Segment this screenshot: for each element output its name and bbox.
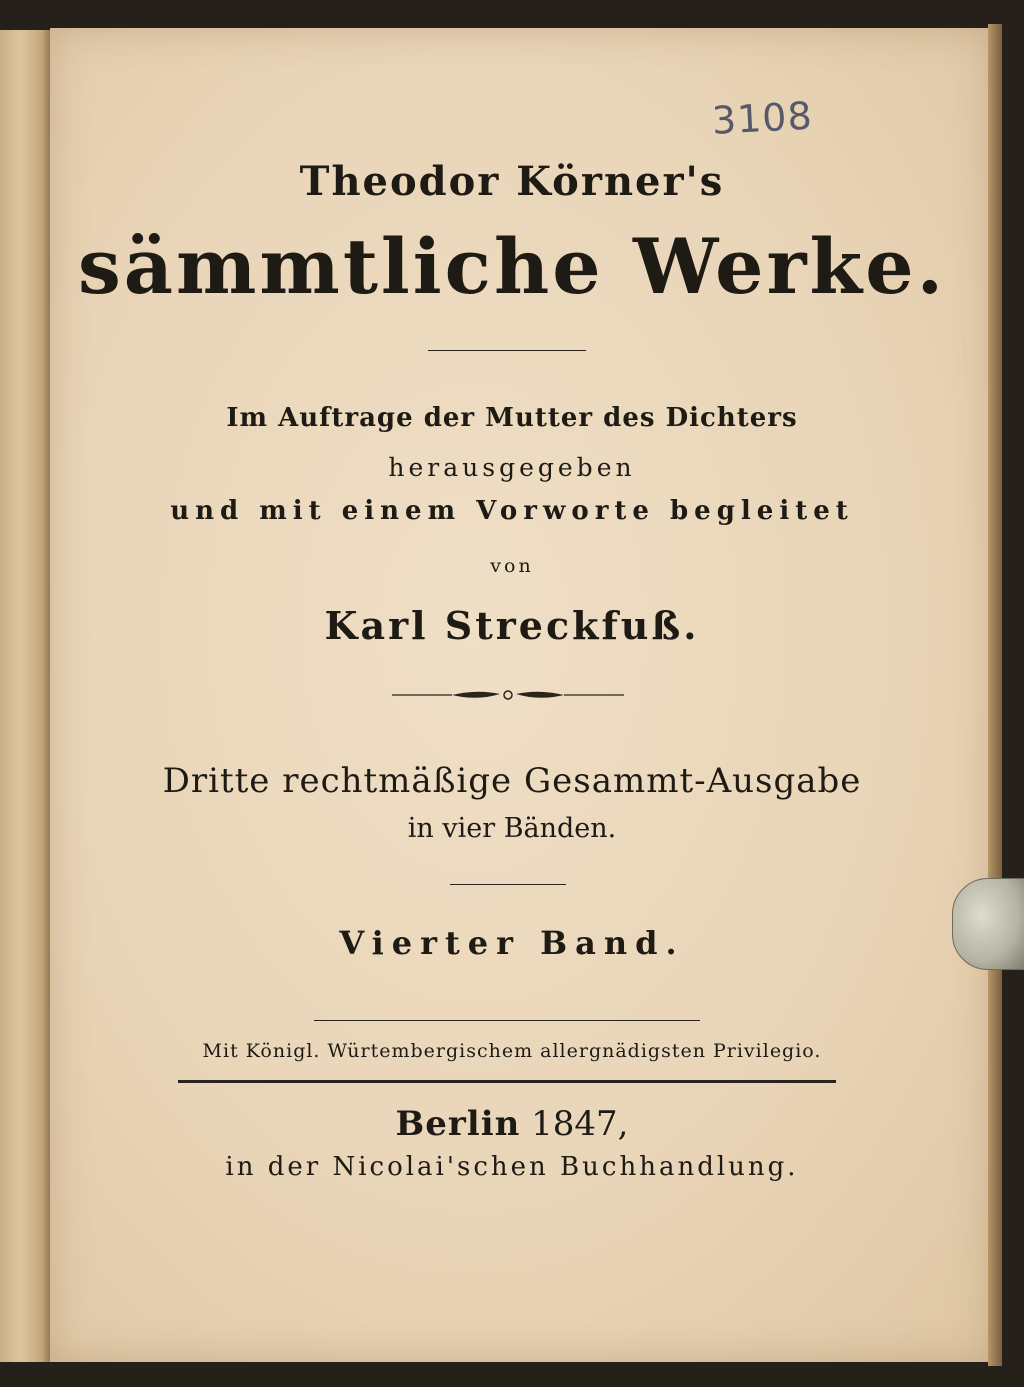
volume-count: in vier Bänden. <box>407 813 617 844</box>
editor-name: Karl Streckfuß. <box>324 603 700 648</box>
publisher: in der Nicolai'schen Buchhandlung. <box>225 1152 799 1182</box>
shelfmark: 3108 <box>710 93 814 143</box>
divider-rule <box>428 350 586 351</box>
divider-rule <box>314 1020 700 1021</box>
commission-line: Im Auftrage der Mutter des Dichters <box>226 403 798 433</box>
edition: Dritte rechtmäßige Gesammt-Ausgabe <box>162 761 862 801</box>
volume-number: Vierter Band. <box>339 924 685 962</box>
editor-line: herausgegeben <box>388 453 636 482</box>
place: Berlin <box>395 1104 521 1144</box>
heavy-rule <box>178 1080 836 1083</box>
by-line: von <box>490 555 534 577</box>
divider-rule <box>450 884 566 885</box>
imprint-place-year <box>0 1104 1024 1144</box>
ornament-rule-icon <box>392 684 624 706</box>
author: Theodor Körner's <box>299 158 725 205</box>
year: 1847, <box>531 1104 629 1144</box>
work-title: sämmtliche Werke. <box>77 222 947 311</box>
foreword-line: und mit einem Vorworte begleitet <box>170 496 854 526</box>
privilege-notice: Mit Königl. Würtembergischem allergnädigsten Privilegio. <box>202 1040 822 1062</box>
